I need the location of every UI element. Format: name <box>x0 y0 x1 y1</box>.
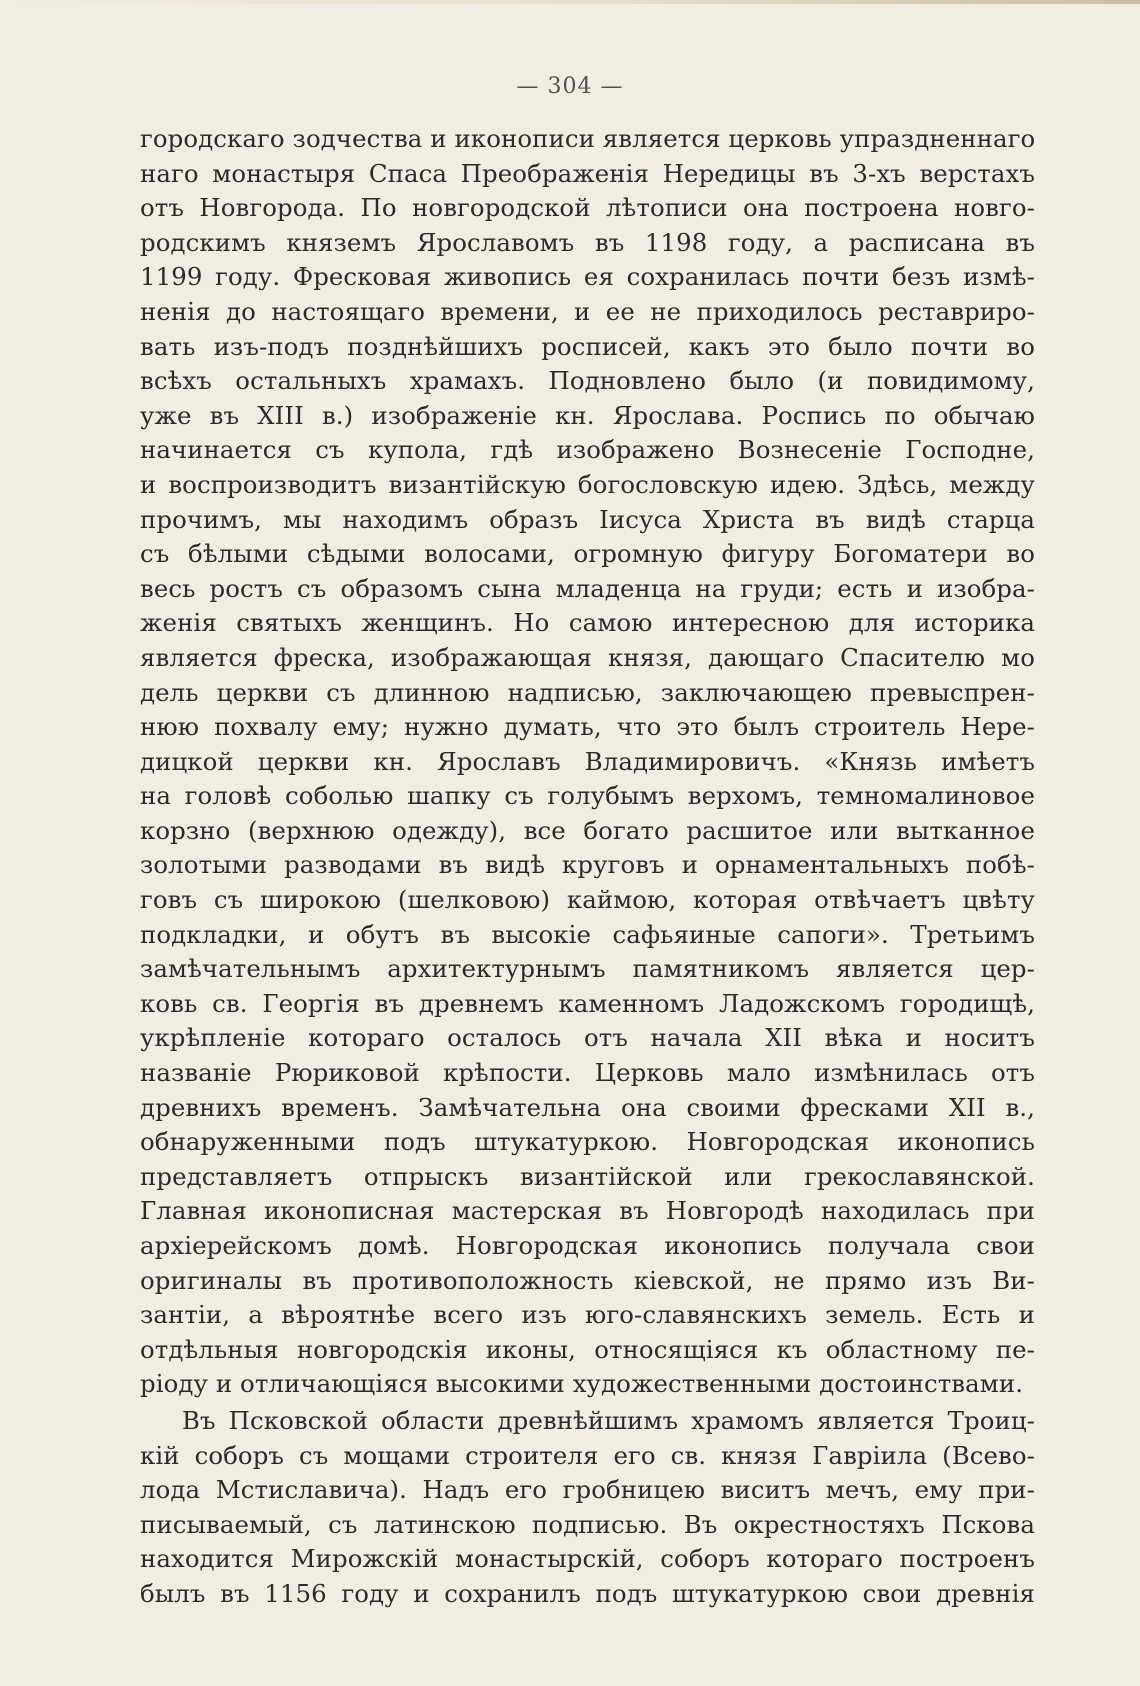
text-line: обнаруженными подъ штукатуркою. Новгородская иконопись <box>140 1127 1035 1157</box>
text-line: оригиналы въ противоположность кіевской, не прямо изъ Ви- <box>140 1265 1035 1295</box>
text-line: всѣхъ остальныхъ храмахъ. Подновлено было (и повидимому, <box>140 366 1035 396</box>
text-line: женія святыхъ женщинъ. Но самою интересною для историка <box>140 608 1035 638</box>
text-line: кій соборъ съ мощами строителя его св. князя Гавріила (Всево- <box>140 1440 1035 1470</box>
text-line: лода Мстиславича). Надъ его гробницею виситъ мечъ, ему при- <box>140 1475 1035 1505</box>
text-line: отъ Новгорода. По новгородской лѣтописи она построена новго- <box>140 193 1035 223</box>
text-line: уже въ XIII в.) изображеніе кн. Ярослава. Роспись по обычаю <box>140 400 1035 430</box>
text-line: ковь св. Георгія въ древнемъ каменномъ Ладожскомъ городищѣ, <box>140 988 1035 1018</box>
text-line: городскаго зодчества и иконописи является церковь упраздненнаго <box>140 124 1036 153</box>
text-line: на головѣ соболью шапку съ голубымъ верхомъ, темномалиновое <box>140 781 1035 811</box>
text-line: съ бѣлыми сѣдыми волосами, огромную фигуру Богоматери во <box>140 539 1035 569</box>
text-line: родскимъ княземъ Ярославомъ въ 1198 году, а расписана въ <box>140 227 1035 257</box>
text-line: былъ въ 1156 году и сохранилъ подъ штукатуркою свои древнія <box>140 1578 1035 1608</box>
text-line: нюю похвалу ему; нужно думать, что это былъ строитель Нере- <box>140 712 1035 742</box>
text-line: находится Мирожскій монастырскій, соборъ котораго построенъ <box>140 1544 1035 1574</box>
text-line: подкладки, и обутъ въ высокіе сафьяиные сапоги». Третьимъ <box>140 919 1035 949</box>
text-line: наго монастыря Спаса Преображенія Нередицы въ 3-хъ верстахъ <box>140 158 1035 188</box>
text-line: архіерейскомъ домѣ. Новгородская иконопись получала свои <box>140 1231 1035 1260</box>
text-line: 1199 году. Фресковая живопись ея сохранилась почти безъ измѣ- <box>140 262 1035 292</box>
text-line: начинается съ купола, гдѣ изображено Вознесеніе Господне, <box>140 435 1035 465</box>
text-line: писываемый, съ латинскою подписью. Въ окрестностяхъ Пскова <box>140 1509 1035 1539</box>
text-line: вать изъ-подъ позднѣйшихъ росписей, какъ это было почти во <box>140 331 1035 361</box>
text-line: ріоду и отличающіяся высокими художественными достоинствами. <box>140 1369 1024 1399</box>
page-number: — 304 — <box>516 74 624 99</box>
text-line: прочимъ, мы находимъ образъ Іисуса Христа въ видѣ старца <box>140 504 1035 534</box>
text-line: представляетъ отпрыскъ византійской или грекославянской. <box>140 1161 1035 1191</box>
text-line: замѣчательнымъ архитектурнымъ памятникомъ является цер- <box>140 954 1035 984</box>
text-line: названіе Рюриковой крѣпости. Церковь мало измѣнилась отъ <box>140 1058 1035 1088</box>
text-line: говъ съ широкою (шелковою) каймою, которая отвѣчаетъ цвѣту <box>140 885 1035 915</box>
body-text <box>140 122 1035 1612</box>
text-line: Въ Псковской области древнѣйшимъ храмомъ является Троиц- <box>182 1405 1035 1435</box>
text-line: дель церкви съ длинною надписью, заключающею превыспрен- <box>140 677 1035 707</box>
text-line: корзно (верхнюю одежду), все богато расшитое или вытканное <box>140 815 1035 845</box>
text-line: дицкой церкви кн. Ярославъ Владимировичъ. «Князь имѣетъ <box>140 746 1035 776</box>
text-line: зантіи, а вѣроятнѣе всего изъ юго-славянскихъ земель. Есть и <box>140 1300 1035 1330</box>
text-line: золотыми разводами въ видѣ круговъ и орнаментальныхъ побѣ- <box>140 850 1035 880</box>
text-line: укрѣпленіе котораго осталось отъ начала XII вѣка и носитъ <box>140 1023 1035 1053</box>
text-line: ненія до настоящаго времени, и ее не приходилось реставриро- <box>140 296 1035 326</box>
text-line: отдѣльныя новгородскія иконы, относящіяся къ областному пе- <box>140 1334 1035 1364</box>
paragraph <box>140 122 1035 1402</box>
text-line: весь ростъ съ образомъ сына младенца на груди; есть и изобра- <box>140 573 1035 603</box>
text-line: является фреска, изображающая князя, дающаго Спасителю мо <box>140 642 1035 672</box>
text-line: Главная иконописная мастерская въ Новгородѣ находилась при <box>140 1196 1035 1226</box>
paragraph <box>140 1404 1035 1612</box>
text-line: древнихъ временъ. Замѣчательна она своими фресками XII в., <box>140 1092 1035 1122</box>
text-line: и воспроизводитъ византійскую богословскую идею. Здѣсь, между <box>140 469 1035 499</box>
